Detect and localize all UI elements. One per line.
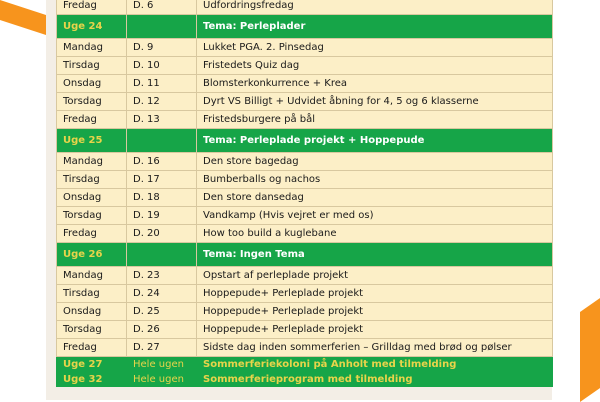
date-cell: D. 6	[127, 0, 197, 15]
schedule-body	[57, 0, 553, 387]
table-row	[57, 267, 553, 285]
table-row	[57, 75, 553, 93]
weekday-cell: Fredag	[57, 111, 127, 129]
week-header-row	[57, 243, 553, 267]
empty-cell	[127, 15, 197, 39]
date-cell: D. 20	[127, 225, 197, 243]
theme-title: Tema: Perleplader	[197, 15, 553, 39]
weekday-cell: Fredag	[57, 225, 127, 243]
empty-cell	[127, 243, 197, 267]
date-cell: D. 18	[127, 189, 197, 207]
special-week-row	[57, 372, 553, 387]
activity-cell: Fristedets Quiz dag	[197, 57, 553, 75]
table-row	[57, 171, 553, 189]
table-row	[57, 111, 553, 129]
week-label: Uge 27	[57, 357, 127, 372]
table-row	[57, 285, 553, 303]
activity-cell: Hoppepude+ Perleplade projekt	[197, 321, 553, 339]
activity-cell: Fristedsburgere på bål	[197, 111, 553, 129]
week-label: Uge 25	[57, 129, 127, 153]
date-cell: D. 13	[127, 111, 197, 129]
table-row	[57, 0, 553, 15]
table-row	[57, 93, 553, 111]
table-row	[57, 225, 553, 243]
week-label: Uge 24	[57, 15, 127, 39]
weekday-cell: Onsdag	[57, 189, 127, 207]
table-row	[57, 339, 553, 357]
weekday-cell: Onsdag	[57, 303, 127, 321]
weekday-cell: Mandag	[57, 267, 127, 285]
period-cell: Hele ugen	[127, 372, 197, 387]
theme-title: Tema: Ingen Tema	[197, 243, 553, 267]
activity-cell: Sommerferiekoloni på Anholt med tilmelding	[197, 357, 553, 372]
activity-cell: Vandkamp (Hvis vejret er med os)	[197, 207, 553, 225]
table-row	[57, 303, 553, 321]
table-row	[57, 153, 553, 171]
weekday-cell: Torsdag	[57, 207, 127, 225]
activity-cell: Hoppepude+ Perleplade projekt	[197, 285, 553, 303]
activity-cell: Dyrt VS Billigt + Udvidet åbning for 4, 5 og 6 klasserne	[197, 93, 553, 111]
special-week-row	[57, 357, 553, 372]
table-row	[57, 189, 553, 207]
week-header-row	[57, 129, 553, 153]
activity-cell: Sommerferieprogram med tilmelding	[197, 372, 553, 387]
date-cell: D. 26	[127, 321, 197, 339]
date-cell: D. 23	[127, 267, 197, 285]
activity-cell: Hoppepude+ Perleplade projekt	[197, 303, 553, 321]
theme-title: Tema: Perleplade projekt + Hoppepude	[197, 129, 553, 153]
weekday-cell: Fredag	[57, 0, 127, 15]
activity-cell: How too build a kuglebane	[197, 225, 553, 243]
orange-stripe-decoration	[580, 295, 600, 402]
activity-cell: Bumberballs og nachos	[197, 171, 553, 189]
activity-cell: Den store dansedag	[197, 189, 553, 207]
weekday-cell: Tirsdag	[57, 285, 127, 303]
table-row	[57, 321, 553, 339]
weekday-cell: Torsdag	[57, 93, 127, 111]
date-cell: D. 9	[127, 39, 197, 57]
empty-cell	[127, 129, 197, 153]
date-cell: D. 10	[127, 57, 197, 75]
table-row	[57, 57, 553, 75]
weekday-cell: Onsdag	[57, 75, 127, 93]
weekday-cell: Torsdag	[57, 321, 127, 339]
date-cell: D. 17	[127, 171, 197, 189]
weekday-cell: Tirsdag	[57, 57, 127, 75]
date-cell: D. 11	[127, 75, 197, 93]
table-row	[57, 207, 553, 225]
date-cell: D. 27	[127, 339, 197, 357]
date-cell: D. 16	[127, 153, 197, 171]
week-label: Uge 26	[57, 243, 127, 267]
weekday-cell: Tirsdag	[57, 171, 127, 189]
period-cell: Hele ugen	[127, 357, 197, 372]
activity-cell: Sidste dag inden sommerferien – Grilldag med brød og pølser	[197, 339, 553, 357]
activity-cell: Opstart af perleplade projekt	[197, 267, 553, 285]
table-row	[57, 39, 553, 57]
week-label: Uge 32	[57, 372, 127, 387]
weekday-cell: Mandag	[57, 39, 127, 57]
activity-cell: Blomsterkonkurrence + Krea	[197, 75, 553, 93]
activity-cell: Udfordringsfredag	[197, 0, 553, 15]
week-header-row	[57, 15, 553, 39]
date-cell: D. 19	[127, 207, 197, 225]
orange-stripe-decoration	[0, 0, 46, 35]
date-cell: D. 12	[127, 93, 197, 111]
date-cell: D. 24	[127, 285, 197, 303]
date-cell: D. 25	[127, 303, 197, 321]
schedule-table	[56, 0, 553, 387]
weekday-cell: Mandag	[57, 153, 127, 171]
activity-cell: Den store bagedag	[197, 153, 553, 171]
activity-cell: Lukket PGA. 2. Pinsedag	[197, 39, 553, 57]
weekday-cell: Fredag	[57, 339, 127, 357]
